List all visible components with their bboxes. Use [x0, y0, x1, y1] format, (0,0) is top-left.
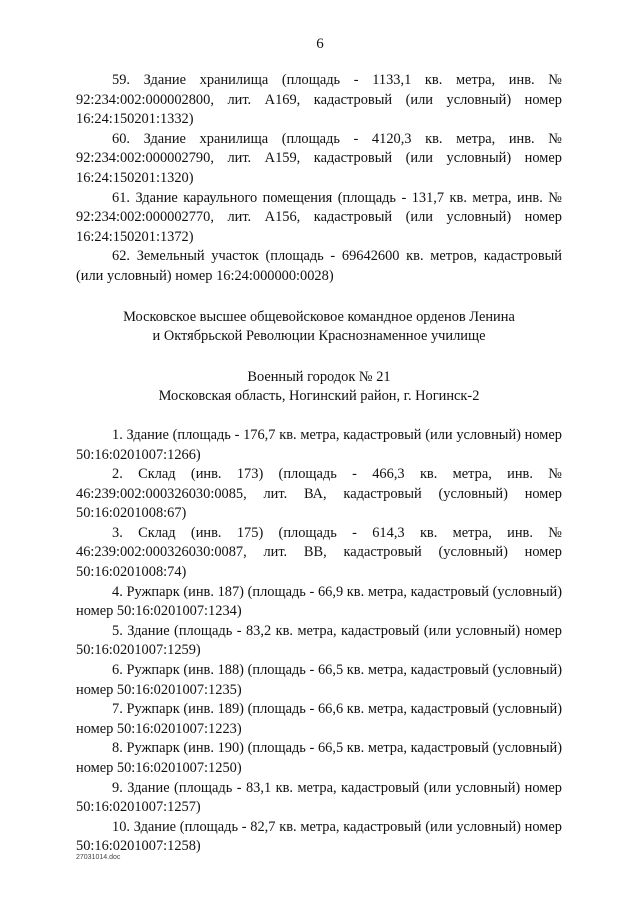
- list-item-61: 61. Здание караульного помещения (площадь - 131,7 кв. метра, инв. № 92:234:002:000002770, лит. А156, кадастровый (или условный) номер 16:24:150201:1372): [76, 189, 562, 245]
- list-item-6: 6. Ружпарк (инв. 188) (площадь - 66,5 кв. метра, кадастровый (условный) номер 50:16:0201007:1235): [76, 662, 562, 698]
- list-item-10: 10. Здание (площадь - 82,7 кв. метра, кадастровый (или условный) номер 50:16:0201007:1258): [76, 818, 562, 855]
- list-item-2: 2. Склад (инв. 173) (площадь - 466,3 кв. метра, инв. № 46:239:002:000326030:0085, лит. ВА, кадастровый (условный) номер 50:16:0201008:67): [76, 466, 562, 522]
- town-location: Московская область, Ногинский район, г. Ногинск-2: [158, 388, 480, 405]
- list-item-9: 9. Здание (площадь - 83,1 кв. метра, кадастровый (или условный) номер 50:16:0201007:1257): [76, 779, 562, 816]
- list-item-4: 4. Ружпарк (инв. 187) (площадь - 66,9 кв. метра, кадастровый (условный) номер 50:16:0201007:1234): [76, 583, 562, 620]
- spacer: [76, 407, 562, 426]
- list-item-5: 5. Здание (площадь - 83,2 кв. метра, кадастровый (или условный) номер 50:16:0201007:1259): [76, 622, 562, 659]
- list-item-62: 62. Земельный участок (площадь - 69642600 кв. метров, кадастровый (или условный) номер 16:24:000000:0028): [76, 248, 562, 284]
- list-item-1: 1. Здание (площадь - 176,7 кв. метра, кадастровый (или условный) номер 50:16:0201007:1266): [76, 426, 562, 463]
- list-item-59: 59. Здание хранилища (площадь - 1133,1 кв. метра, инв. № 92:234:002:000002800, лит. А169, кадастровый (или условный) номер 16:24:150201:1332): [76, 72, 562, 128]
- institution-heading-line-1: Московское высшее общевойсковое командное орденов Ленина: [123, 308, 515, 325]
- spacer: [76, 287, 562, 308]
- file-name-footer: 27031014.doc: [76, 854, 121, 861]
- page-number: 6: [316, 36, 324, 52]
- institution-heading-line-2: и Октябрьской Революции Краснознаменное училище: [152, 328, 486, 345]
- list-item-60: 60. Здание хранилища (площадь - 4120,3 кв. метра, инв. № 92:234:002:000002790, лит. А159, кадастровый (или условный) номер 16:24:150201:1320): [76, 130, 562, 186]
- town-heading: Военный городок № 21: [247, 368, 391, 385]
- spacer: [76, 347, 562, 368]
- list-item-8: 8. Ружпарк (инв. 190) (площадь - 66,5 кв. метра, кадастровый (условный) номер 50:16:0201007:1250): [76, 740, 562, 776]
- document-body: [76, 71, 562, 857]
- list-item-7: 7. Ружпарк (инв. 189) (площадь - 66,6 кв. метра, кадастровый (условный) номер 50:16:0201007:1223): [76, 701, 562, 737]
- list-item-3: 3. Склад (инв. 175) (площадь - 614,3 кв. метра, инв. № 46:239:002:000326030:0087, лит. ВВ, кадастровый (условный) номер 50:16:0201008:74): [76, 524, 562, 581]
